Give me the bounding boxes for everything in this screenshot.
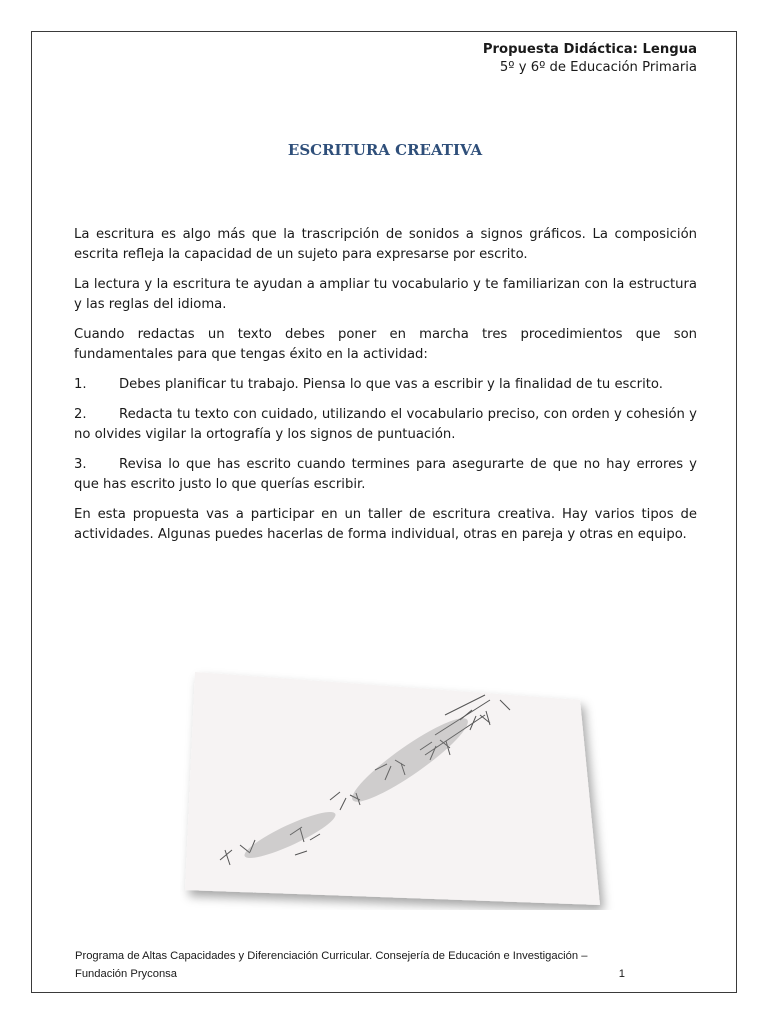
paper-sheet: [185, 672, 600, 905]
paragraph: La escritura es algo más que la trascripción de sonidos a signos gráficos. La composición escrita refleja la capacidad de un sujeto para expresarse por escrito.: [74, 227, 697, 262]
footer-line: Programa de Altas Capacidades y Diferenciación Curricular. Consejería de Educación e Investigación –: [75, 950, 588, 962]
page-number: 1: [618, 968, 625, 980]
footer-line: Fundación Pryconsa: [75, 968, 177, 980]
step-text: Revisa lo que has escrito cuando termines para asegurarte de que no hay errores y que has escrito justo lo que querías escribir.: [74, 457, 697, 492]
step-number: 1.: [74, 377, 87, 392]
step-item: [74, 455, 697, 495]
sketch-illustration: [180, 660, 620, 910]
step-item: [74, 375, 697, 395]
paragraph: Cuando redactas un texto debes poner en marcha tres procedimientos que son fundamentales para que tengas éxito en la actividad:: [74, 327, 697, 362]
document-header: [483, 41, 697, 77]
step-item: [74, 405, 697, 445]
header-level: 5º y 6º de Educación Primaria: [499, 60, 697, 75]
step-text: Redacta tu texto con cuidado, utilizando el vocabulario preciso, con orden y cohesión y no olvides vigilar la ortografía y los signos de puntuación.: [74, 407, 697, 442]
step-text: Debes planificar tu trabajo. Piensa lo que vas a escribir y la finalidad de tu escrito.: [119, 377, 663, 392]
closing-paragraph: En esta propuesta vas a participar en un taller de escritura creativa. Hay varios tipos de actividades. Algunas puedes hacerlas de forma individual, otras en pareja y otras en equipo.: [74, 507, 697, 542]
paragraph: La lectura y la escritura te ayudan a ampliar tu vocabulario y te familiarizan con la estructura y las reglas del idioma.: [74, 277, 697, 312]
body-text: [74, 225, 697, 555]
page-title: ESCRITURA CREATIVA: [287, 141, 483, 159]
step-number: 2.: [74, 407, 87, 422]
header-subject: Propuesta Didáctica: Lengua: [482, 42, 697, 57]
step-number: 3.: [74, 457, 87, 472]
page-footer: [75, 947, 675, 983]
